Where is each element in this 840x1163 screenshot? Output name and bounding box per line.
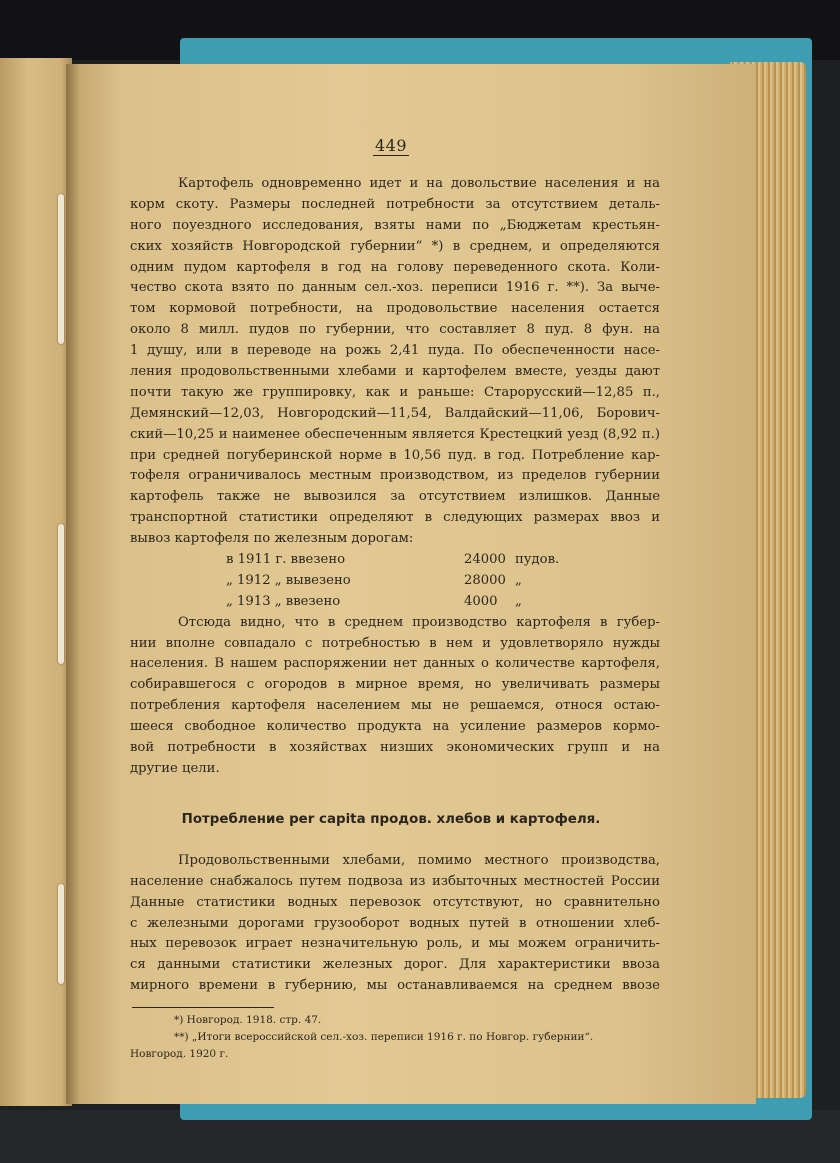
- table-row: [130, 592, 660, 613]
- text-line: другие цели.: [130, 760, 220, 776]
- text-line: население снабжалось путем подвоза из избыточных местностей России: [130, 873, 660, 889]
- text-line: населения. В нашем распоряжении нет данных о количестве картофеля,: [130, 656, 660, 672]
- text-line: с железными дорогами грузооборот водных путей в отношении хлеб-: [130, 915, 660, 931]
- text-line: шееся свободное количество продукта на усиление размеров кормо-: [130, 719, 660, 735]
- text-line: одним пудом картофеля в год на голову переведенного скота. Коли-: [130, 259, 660, 275]
- text-line: том кормовой потребности, на продовольствие населения остается: [130, 301, 660, 317]
- book-page: [66, 64, 756, 1104]
- table-row: [130, 571, 660, 592]
- text-line: мирного времени в губернию, мы останавливаемся на среднем ввозе: [130, 978, 660, 994]
- text-line: ся данными статистики железных дорог. Для характеристики ввоза: [130, 957, 660, 973]
- text-line: Картофель одновременно идет и на довольствие населения и на: [178, 176, 660, 191]
- paragraph-2: [130, 613, 660, 780]
- text-line: ский—10,25 и наименее обеспеченным является Крестецкий уезд (8,92 п.): [130, 426, 660, 442]
- text-line: при средней погуберинской норме в 10,56 пуд. в год. Потребление кар-: [130, 447, 660, 463]
- text-line: Продовольственными хлебами, помимо местного производства,: [178, 852, 660, 868]
- page-number: 449: [374, 136, 408, 155]
- table-label: „ 1913 „ ввезено: [226, 593, 341, 609]
- table-unit: „: [515, 593, 522, 609]
- text-line: чество скота взято по данным сел.-хоз. переписи 1916 г. **). За выче-: [130, 280, 660, 296]
- paragraph-3: [130, 851, 660, 997]
- table-label: „ 1912 „ вывезено: [226, 572, 351, 588]
- footnote: *) Новгород. 1918. стр. 47.: [174, 1014, 322, 1027]
- section-heading: Потребление per capita продов. хлебов и картофеля.: [181, 811, 601, 827]
- table-value: 28000: [464, 572, 506, 588]
- text-line: около 8 милл. пудов по губернии, что составляет 8 пуд. 8 фун. на: [130, 322, 660, 338]
- table-value: 4000: [464, 593, 498, 609]
- table-label: в 1911 г. ввезено: [226, 552, 346, 568]
- transport-table: [130, 550, 660, 613]
- footnotes: [130, 1012, 660, 1063]
- text-line: вывоз картофеля по железным дорогам:: [130, 531, 414, 547]
- text-line: Отсюда видно, что в среднем производство картофеля в губер-: [178, 614, 660, 630]
- table-unit: „: [515, 572, 522, 588]
- table-unit: пудов.: [515, 552, 560, 568]
- text-line: Демянский—12,03, Новгородский—11,54, Валдайский—11,06, Борович-: [130, 405, 660, 421]
- binding-thread: [58, 884, 64, 984]
- text-line: ных перевозок играет незначительную роль, и мы можем ограничить-: [130, 936, 660, 952]
- binding-thread: [58, 194, 64, 344]
- text-line: нии вполне совпадало с потребностью в нем и удовлетворяло нужды: [130, 635, 660, 651]
- footnote-continuation: Новгород. 1920 г.: [130, 1048, 229, 1061]
- text-line: вой потребности в хозяйствах низших экономических групп и на: [130, 740, 660, 756]
- text-line: ления продовольственными хлебами и картофелем вместе, уезды дают: [130, 364, 660, 380]
- footnote-divider: [132, 1007, 274, 1008]
- text-line: 1 душу, или в переводе на рожь 2,41 пуда. По обеспеченности насе-: [130, 343, 660, 359]
- text-line: корм скоту. Размеры последней потребности за отсутствием деталь-: [130, 196, 660, 212]
- paragraph-1: [130, 174, 660, 550]
- text-line: собиравшегося с огородов в мирное время, но увеличивать размеры: [130, 677, 660, 693]
- table-value: 24000: [464, 552, 506, 568]
- page-body: [130, 174, 660, 1063]
- table-row: [130, 550, 660, 571]
- text-line: Данные статистики водных перевозок отсутствуют, но сравнительно: [130, 894, 660, 910]
- text-line: ного поуездного исследования, взяты нами по „Бюджетам крестьян-: [130, 217, 660, 233]
- text-line: тофеля ограничивалось местным производством, из пределов губернии: [130, 468, 660, 484]
- text-line: почти такую же группировку, как и раньше: Старорусский—12,85 п.,: [130, 384, 660, 400]
- page-gutter: [66, 64, 80, 1104]
- text-line: ских хозяйств Новгородской губернии“ *) в среднем, и определяются: [130, 238, 660, 254]
- text-line: транспортной статистики определяют в следующих размерах ввоз и: [130, 510, 660, 526]
- footnote: **) „Итоги всероссийской сел.-хоз. переписи 1916 г. по Новгор. губернии“.: [174, 1031, 594, 1044]
- binding-thread: [58, 524, 64, 664]
- text-line: картофель также не вывозился за отсутствием излишков. Данные: [130, 489, 660, 505]
- text-line: потребления картофеля населением мы не решаемся, относя остаю-: [130, 698, 660, 714]
